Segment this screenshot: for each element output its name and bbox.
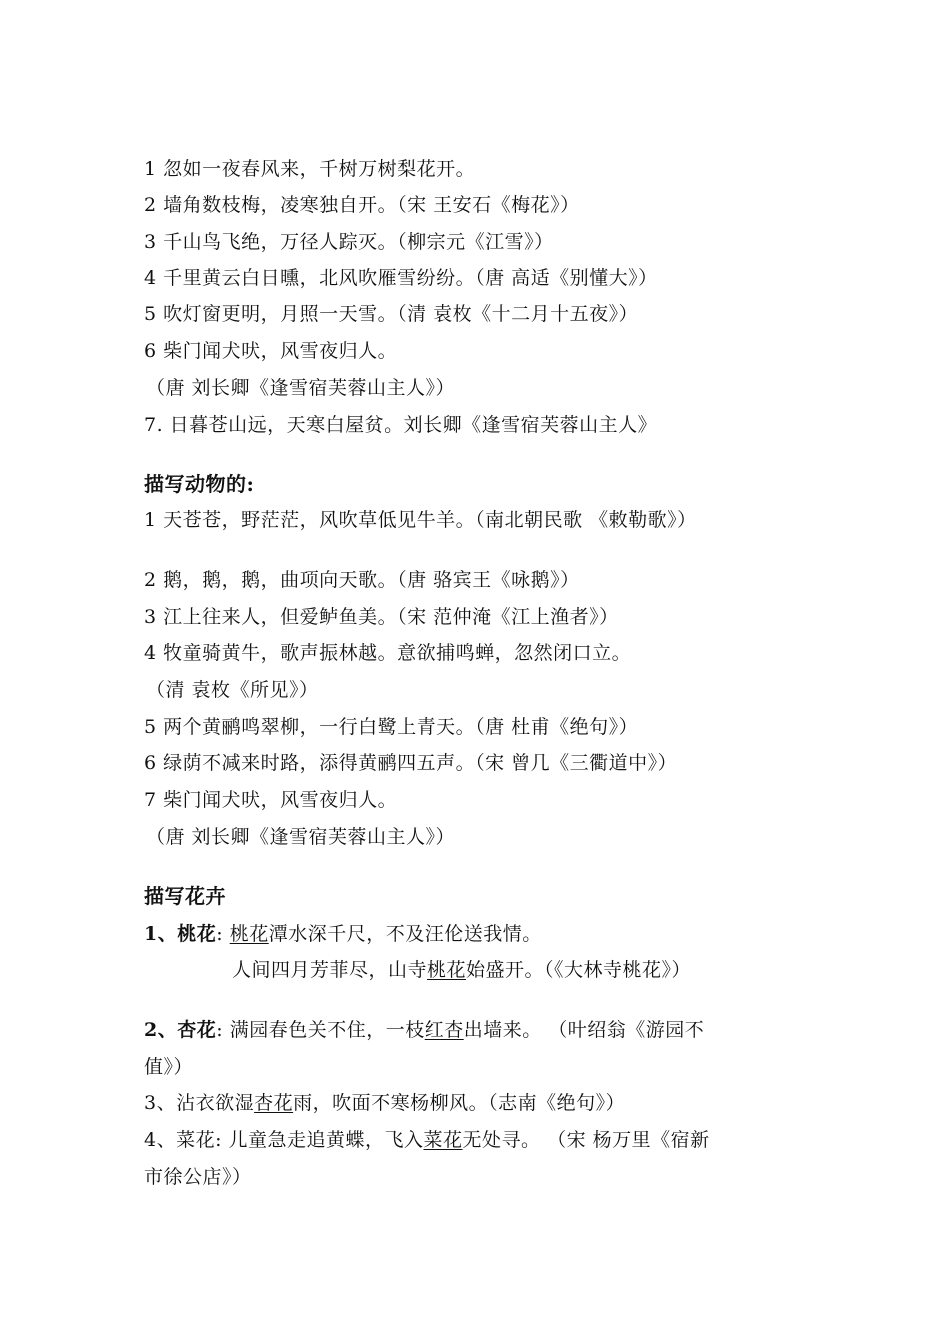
colon: : <box>216 923 230 945</box>
verse-line: 1 忽如一夜春风来，千树万树梨花开。 <box>144 158 476 180</box>
verse-line: 5 吹灯窗更明，月照一天雪。（清 袁枚《十二月十五夜》） <box>144 303 639 325</box>
verse-line: 4 千里黄云白日曛，北风吹雁雪纷纷。（唐 高适《别懂大》） <box>144 267 658 289</box>
verse-text: 满园春色关不住，一枝 <box>229 1019 425 1041</box>
flower-item-4 <box>144 1128 710 1152</box>
verse-source: （清 袁枚《所见》） <box>146 679 319 701</box>
verse-line: 7 柴门闻犬吠，风雪夜归人。 <box>144 789 398 811</box>
underlined-word: 杏花 <box>254 1092 294 1114</box>
verse-text: 4、菜花: 儿童急走追黄蝶，飞入 <box>144 1129 424 1151</box>
verse-line: 6 绿荫不减来时路，添得黄鹂四五声。（宋 曾几《三衢道中》） <box>144 752 678 774</box>
flower-item-peach <box>144 922 542 946</box>
verse-text: 出墙来。 （叶绍翁《游园不 <box>463 1019 705 1041</box>
verse-text: 始盛开。（《大林寺桃花》） <box>466 959 692 981</box>
flower-item-peach-line2 <box>232 958 691 982</box>
verse-line: 1 天苍苍，野茫茫，风吹草低见牛羊。（南北朝民歌 《敕勒歌》） <box>144 509 697 531</box>
verse-line: 4 牧童骑黄牛，歌声振林越。意欲捕鸣蝉，忽然闭口立。 <box>144 642 632 664</box>
verse-text: 无处寻。 （宋 杨万里《宿新 <box>462 1129 710 1151</box>
flower-item-4-cont: 市徐公店》） <box>144 1166 252 1188</box>
verse-line: 5 两个黄鹂鸣翠柳，一行白鹭上青天。（唐 杜甫《绝句》） <box>144 716 639 738</box>
verse-line: 3 千山鸟飞绝，万径人踪灭。（柳宗元《江雪》） <box>144 231 554 253</box>
verse-source: （唐 刘长卿《逢雪宿芙蓉山主人》） <box>146 377 456 399</box>
verse-text: 雨，吹面不寒杨柳风。（志南《绝句》） <box>293 1092 626 1114</box>
flower-item-apricot-cont: 值》） <box>144 1056 194 1078</box>
section-heading-flowers: 描写花卉 <box>144 884 226 908</box>
section-heading-animals: 描写动物的: <box>144 472 255 496</box>
colon: : <box>216 1019 230 1041</box>
verse-line: 2 鹅，鹅，鹅，曲项向天歌。（唐 骆宾王《咏鹅》） <box>144 569 580 591</box>
flower-item-3 <box>144 1091 625 1115</box>
underlined-word: 桃花 <box>427 959 467 981</box>
verse-line: 6 柴门闻犬吠，风雪夜归人。 <box>144 340 398 362</box>
verse-text: 人间四月芳菲尽，山寺 <box>232 959 428 981</box>
verse-text: 3、沾衣欲湿 <box>144 1092 255 1114</box>
underlined-word: 菜花 <box>423 1129 463 1151</box>
verse-text: 潭水深千尺，不及汪伦送我情。 <box>268 923 542 945</box>
flower-label: 2、杏花 <box>144 1019 217 1041</box>
verse-source: （唐 刘长卿《逢雪宿芙蓉山主人》） <box>146 826 456 848</box>
flower-item-apricot <box>144 1018 704 1042</box>
verse-line: 2 墙角数枝梅，凌寒独自开。（宋 王安石《梅花》） <box>144 194 580 216</box>
verse-line: 7. 日暮苍山远，天寒白屋贫。刘长卿《逢雪宿芙蓉山主人》 <box>144 414 658 436</box>
flower-label: 1、桃花 <box>144 923 217 945</box>
underlined-word: 桃花 <box>229 923 269 945</box>
underlined-word: 红杏 <box>424 1019 464 1041</box>
verse-line: 3 江上往来人，但爱鲈鱼美。（宋 范仲淹《江上渔者》） <box>144 606 619 628</box>
